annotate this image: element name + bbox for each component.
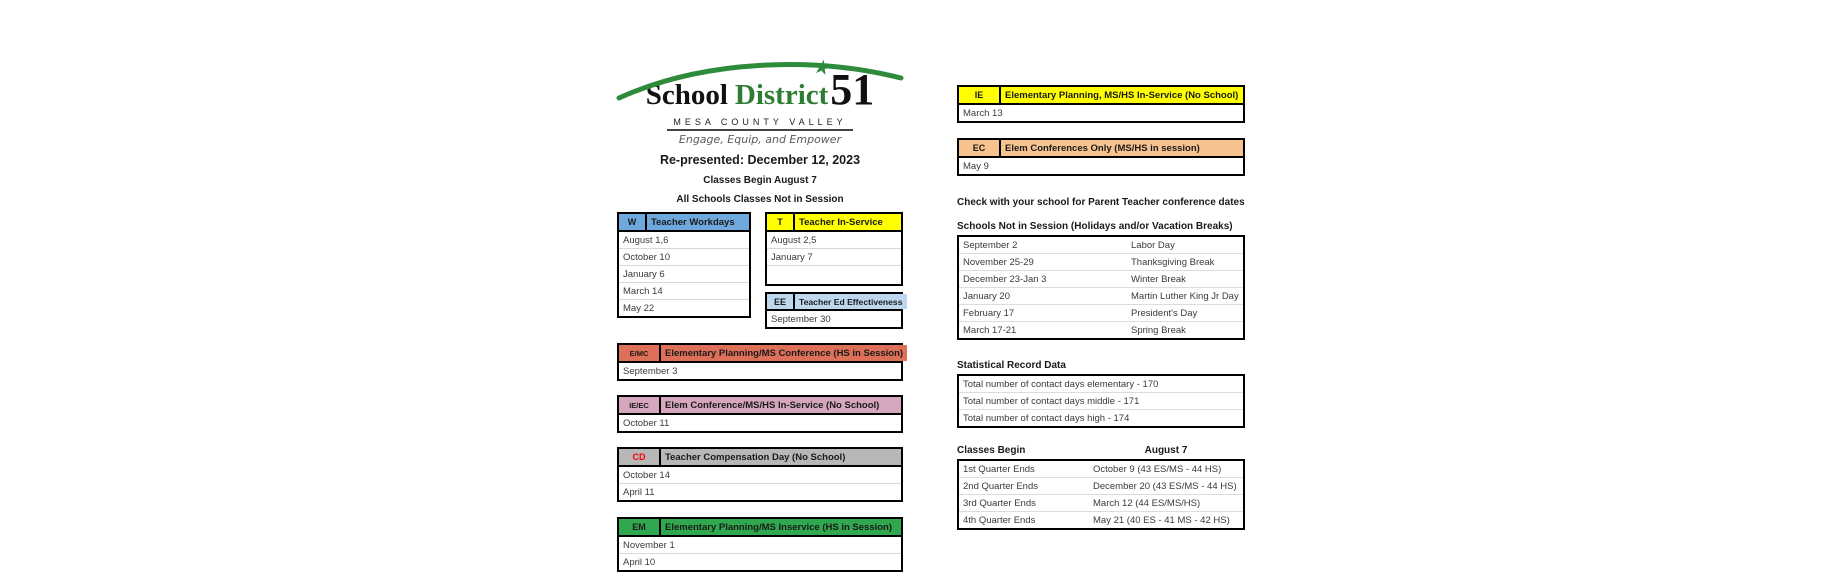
holidays-table [957, 235, 1245, 340]
quarters-header [957, 445, 1245, 456]
legend-date-blank [767, 266, 901, 284]
logo-subtitle: MESA COUNTY VALLEY [667, 117, 852, 131]
stat-line: Total number of contact days elementary - 170 [963, 379, 1159, 390]
legend-table-elementary-planning-ms-inservice [617, 517, 903, 572]
quarter-label: 3rd Quarter Ends [963, 498, 1036, 509]
legend-label: Teacher In-Service [795, 214, 901, 230]
legend-date: April 11 [623, 487, 655, 498]
quarters-header-label: Classes Begin [957, 445, 1026, 456]
legend-table-teacher-inservice [765, 212, 903, 286]
legend-label: Elem Conference/MS/HS In-Service (No School) [661, 397, 901, 413]
table-row [959, 322, 1243, 338]
quarter-date: March 12 (44 ES/MS/HS) [1093, 498, 1201, 509]
quarter-date: May 21 (40 ES - 41 MS - 42 HS) [1093, 515, 1230, 526]
logo-tagline: Engage, Equip, and Empower [678, 133, 842, 146]
legend-label: Teacher Compensation Day (No School) [661, 449, 901, 465]
holiday-name: Martin Luther King Jr Day [1131, 291, 1239, 302]
legend-table-teacher-ed-effectiveness [765, 292, 903, 329]
logo-number-text: 51 [830, 65, 875, 114]
represented-date-line: Re-presented: December 12, 2023 [659, 153, 861, 167]
legend-code: E/MC [619, 345, 661, 361]
holiday-date: February 17 [963, 308, 1015, 319]
table-row [959, 305, 1243, 322]
table-row [959, 393, 1243, 410]
legend-code: IE [959, 87, 1001, 103]
right-column [957, 85, 1245, 530]
legend-label: Elementary Planning, MS/HS In-Service (No School) [1001, 87, 1243, 103]
logo-district-text: District [734, 79, 829, 111]
holiday-name: Winter Break [1131, 274, 1186, 285]
holiday-date: November 25-29 [963, 257, 1034, 268]
swoosh-arc-icon [613, 56, 907, 100]
legend-code: EC [959, 140, 1001, 156]
legend-code: EM [619, 519, 661, 535]
table-row [959, 495, 1243, 512]
stat-line: Total number of contact days high - 174 [963, 413, 1130, 424]
legend-table-elem-conferences-only [957, 138, 1245, 176]
table-row [959, 512, 1243, 528]
table-row [959, 461, 1243, 478]
legend-date: September 30 [771, 314, 831, 325]
holiday-name: Labor Day [1131, 240, 1175, 251]
holiday-name: Spring Break [1131, 325, 1186, 336]
table-row [959, 271, 1243, 288]
legend-date: March 13 [963, 108, 1003, 119]
star-icon: ★ [810, 55, 834, 81]
table-row [959, 288, 1243, 305]
legend-date: October 10 [619, 249, 749, 266]
holiday-date: December 23-Jan 3 [963, 274, 1047, 285]
legend-code: W [619, 214, 647, 230]
legend-date: August 2,5 [767, 232, 901, 249]
table-row [959, 478, 1243, 495]
left-column [617, 55, 904, 572]
table-row [959, 254, 1243, 271]
legend-date: May 22 [623, 303, 655, 314]
quarters-header-value: August 7 [1144, 445, 1188, 456]
holiday-name: President's Day [1131, 308, 1198, 319]
table-row [959, 237, 1243, 254]
legend-date: October 14 [619, 467, 901, 484]
legend-date: November 1 [619, 537, 901, 554]
holiday-date: January 20 [963, 291, 1011, 302]
holiday-name: Thanksgiving Break [1131, 257, 1215, 268]
legend-label: Elementary Planning/MS Inservice (HS in Session) [661, 519, 901, 535]
classes-begin-line: Classes Begin August 7 [703, 175, 817, 186]
legend-date: January 7 [767, 249, 901, 266]
holiday-date: September 2 [963, 240, 1018, 251]
legend-table-teacher-workdays [617, 212, 751, 318]
stat-line: Total number of contact days middle - 171 [963, 396, 1140, 407]
logo-school-text: School [645, 79, 728, 111]
legend-label: Elementary Planning/MS Conference (HS in Session) [661, 345, 907, 361]
district-logo [617, 55, 903, 146]
legend-date: October 11 [623, 418, 670, 429]
legend-code: CD [619, 449, 661, 465]
quarter-label: 4th Quarter Ends [963, 515, 1036, 526]
quarter-date: December 20 (43 ES/MS - 44 HS) [1093, 481, 1237, 492]
not-in-session-line: All Schools Classes Not in Session [676, 194, 844, 205]
holidays-title: Schools Not in Session (Holidays and/or Vacation Breaks) [957, 221, 1233, 232]
quarter-label: 1st Quarter Ends [963, 464, 1035, 475]
table-row [959, 376, 1243, 393]
legend-date: March 14 [619, 283, 749, 300]
stats-title: Statistical Record Data [957, 360, 1066, 371]
table-row [959, 410, 1243, 426]
legend-date: August 1,6 [619, 232, 749, 249]
legend-label: Teacher Workdays [647, 214, 749, 230]
legend-table-elementary-planning-ms-conference [617, 343, 903, 381]
legend-code: IE/EC [619, 397, 661, 413]
conference-note: Check with your school for Parent Teacher conference dates [957, 197, 1245, 208]
legend-code: T [767, 214, 795, 230]
legend-code: EE [767, 294, 795, 309]
holiday-date: March 17-21 [963, 325, 1017, 336]
legend-date: January 6 [619, 266, 749, 283]
legend-table-elem-conference-inservice [617, 395, 903, 433]
legend-table-teacher-compensation-day [617, 447, 903, 502]
quarters-table [957, 459, 1245, 530]
legend-table-elementary-planning-inservice-no-school [957, 85, 1245, 123]
quarter-label: 2nd Quarter Ends [963, 481, 1038, 492]
legend-date: May 9 [963, 161, 989, 172]
legend-label: Elem Conferences Only (MS/HS in session) [1001, 140, 1243, 156]
stats-table [957, 374, 1245, 428]
legend-date: September 3 [623, 366, 678, 377]
legend-label: Teacher Ed Effectiveness [795, 294, 907, 309]
top-legend-tables [617, 212, 903, 329]
legend-date: April 10 [623, 557, 656, 568]
quarter-date: October 9 (43 ES/MS - 44 HS) [1093, 464, 1222, 475]
